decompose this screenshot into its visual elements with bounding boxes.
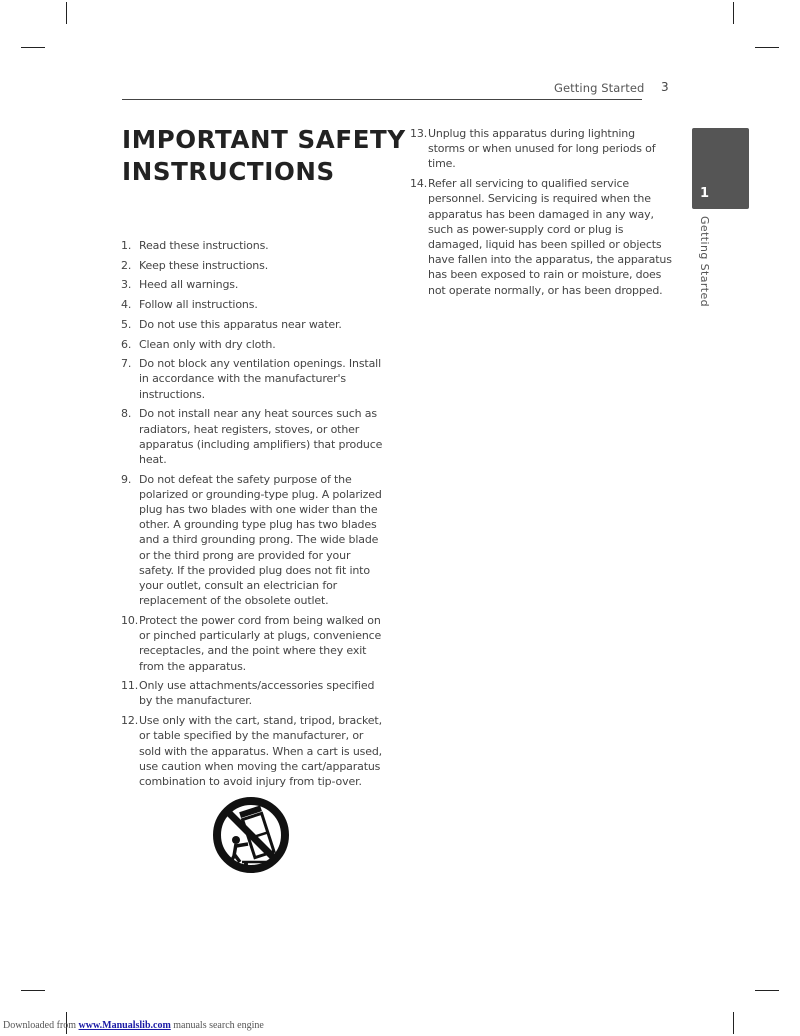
cart-tip-over-warning-icon [212, 796, 290, 874]
crop-mark [21, 47, 45, 48]
list-item: 2. Keep these instructions. [121, 258, 269, 272]
page-number: 3 [661, 80, 669, 94]
page-title-line: IMPORTANT SAFETY [122, 125, 406, 154]
page-title-line: INSTRUCTIONS [122, 157, 335, 186]
safety-instructions-list-left [121, 238, 383, 794]
manualslib-link[interactable]: www.Manualslib.com [78, 1020, 171, 1031]
list-item: 11. Only use attachments/accessories specified by the manufacturer. [121, 679, 375, 708]
list-item: 12. Use only with the cart, stand, tripod, bracket, or table specified by the manufacturer, or sold with the apparatus. When a cart is used, use caution when moving the cart/apparatus combination to avoid injury from tip-over. [121, 714, 383, 788]
list-item: 9. Do not defeat the safety purpose of the polarized or grounding-type plug. A polarized plug has two blades with one wider than the other. A grounding type plug has two blades and a third grounding prong. The wide blade or the third prong are provided for your safety. If the provided plug does not fit into your outlet, consult an electrician for replacement of the obsolete outlet. [121, 472, 382, 608]
list-item: 7. Do not block any ventilation openings. Install in accordance with the manufacturer's instructions. [121, 357, 381, 401]
download-footer: Downloaded from www.Manualslib.com manuals search engine [3, 1020, 264, 1031]
crop-mark [66, 2, 67, 24]
list-item: 6. Clean only with dry cloth. [121, 337, 276, 351]
list-item: 10. Protect the power cord from being walked on or pinched particularly at plugs, convenience receptacles, and the point where they exit from the apparatus. [121, 613, 382, 673]
list-item: 13. Unplug this apparatus during lightning storms or when unused for long periods of time. [410, 127, 656, 171]
list-item: 3. Heed all warnings. [121, 278, 239, 292]
list-item: 4. Follow all instructions. [121, 298, 258, 312]
list-item: 14. Refer all servicing to qualified service personnel. Servicing is required when the apparatus has been damaged in any way, such as power-supply cord or plug is damaged, liquid has been spilled or objects have fallen into the apparatus, the apparatus has been exposed to rain or moisture, does not operate normally, or has been dropped. [410, 177, 672, 297]
running-header-section: Getting Started [554, 81, 645, 95]
page-title [122, 124, 406, 188]
list-item: 1. Read these instructions. [121, 239, 269, 252]
list-item: 5. Do not use this apparatus near water. [121, 317, 342, 331]
chapter-number: 1 [700, 186, 710, 201]
safety-instructions-list-right [410, 126, 672, 302]
crop-mark [733, 2, 734, 24]
crop-mark [21, 990, 45, 991]
list-item: 8. Do not install near any heat sources such as radiators, heat registers, stoves, or other apparatus (including amplifiers) that produce heat. [121, 407, 383, 466]
crop-mark [733, 1012, 734, 1034]
crop-mark [755, 47, 779, 48]
header-divider [122, 99, 642, 100]
chapter-tab-label: Getting Started [698, 216, 711, 308]
crop-mark [755, 990, 779, 991]
